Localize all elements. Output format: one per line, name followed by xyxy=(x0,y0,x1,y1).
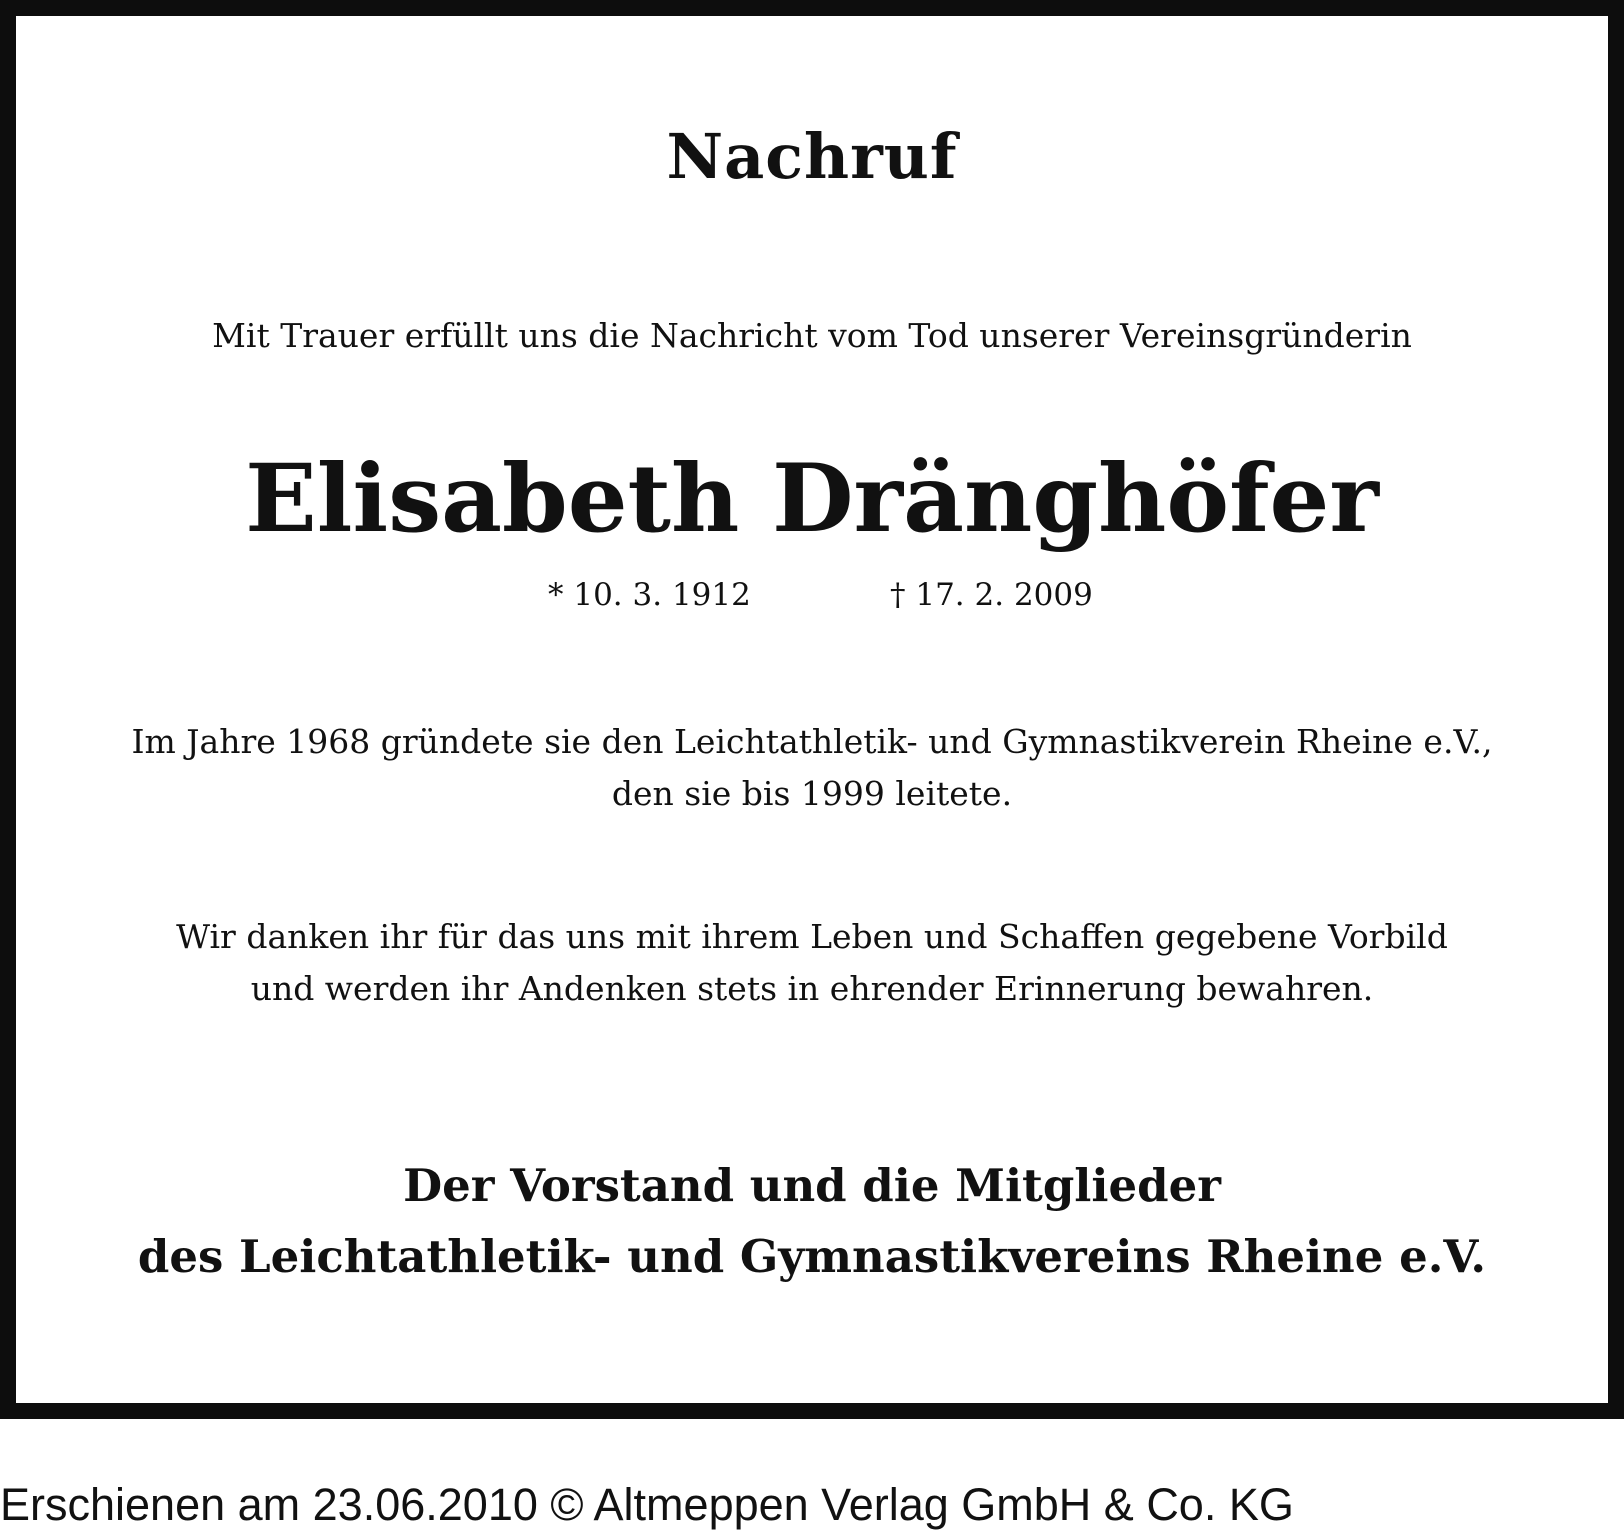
founding-text-line-2: den sie bis 1999 leitete. xyxy=(611,774,1013,813)
life-dates xyxy=(16,577,1608,622)
signature-line-1: Der Vorstand und die Mitglieder xyxy=(403,1159,1221,1212)
thanks-text-line-1: Wir danken ihr für das uns mit ihrem Leben und Schaffen gegebene Vorbild xyxy=(176,917,1448,956)
founding-text-line-1: Im Jahre 1968 gründete sie den Leichtathletik- und Gymnastikverein Rheine e.V., xyxy=(131,722,1493,761)
thanks-text-line-2: und werden ihr Andenken stets in ehrender Erinnerung bewahren. xyxy=(250,969,1374,1008)
signature-line-2: des Leichtathletik- und Gymnastikvereins Rheine e.V. xyxy=(137,1230,1487,1283)
birth-date: * 10. 3. 1912 xyxy=(548,577,751,613)
deceased-name: Elisabeth Dränghöfer xyxy=(245,444,1379,554)
intro-text: Mit Trauer erfüllt uns die Nachricht vom Tod unserer Vereinsgründerin xyxy=(212,316,1412,355)
death-date: † 17. 2. 2009 xyxy=(890,577,1093,613)
notice-heading: Nachruf xyxy=(666,120,958,193)
publication-footer: Erschienen am 23.06.2010 © Altmeppen Verlag GmbH & Co. KG xyxy=(0,1479,1294,1530)
